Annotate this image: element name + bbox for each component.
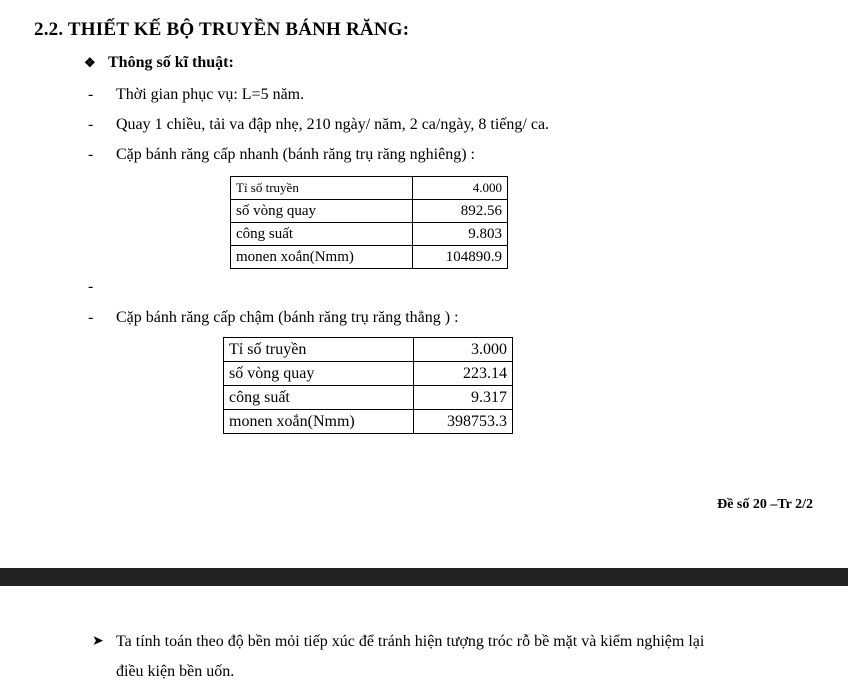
table-cell-label: số vòng quay	[231, 200, 413, 223]
table-cell-value: 4.000	[413, 177, 508, 200]
subheading-text: Thông số kĩ thuật:	[108, 54, 234, 71]
slow-pair-table	[223, 337, 513, 434]
table-row	[231, 246, 508, 269]
table-row	[231, 177, 508, 200]
fast-pair-text: Cặp bánh răng cấp nhanh (bánh răng trụ răng nghiêng) :	[116, 146, 475, 163]
table-cell-value: 9.317	[414, 386, 513, 410]
table-cell-label: monen xoắn(Nmm)	[224, 410, 414, 434]
table-cell-value: 398753.3	[414, 410, 513, 434]
section-heading: 2.2. THIẾT KẾ BỘ TRUYỀN BÁNH RĂNG:	[34, 19, 410, 40]
table-row	[224, 362, 513, 386]
operation-text: Quay 1 chiều, tải va đập nhẹ, 210 ngày/ năm, 2 ca/ngày, 8 tiếng/ ca.	[116, 116, 550, 133]
list-item-operation	[88, 116, 549, 134]
dash-bullet: -	[88, 309, 94, 326]
table-cell-label: Tỉ số truyền	[224, 338, 414, 362]
table-row	[224, 338, 513, 362]
table-cell-value: 892.56	[413, 200, 508, 223]
table-row	[224, 386, 513, 410]
arrow-bullet-icon: ➤	[92, 634, 104, 649]
table-cell-label: Tỉ số truyền	[231, 177, 413, 200]
table-row	[224, 410, 513, 434]
table-row	[231, 223, 508, 246]
page-separator	[0, 568, 848, 586]
service-time-text: Thời gian phục vụ: L=5 năm.	[116, 86, 305, 103]
list-item-empty	[88, 278, 116, 296]
fast-pair-table	[230, 176, 508, 269]
dash-bullet: -	[88, 86, 94, 103]
table-cell-value: 223.14	[414, 362, 513, 386]
table-cell-value: 9.803	[413, 223, 508, 246]
table-row	[231, 200, 508, 223]
table-cell-value: 104890.9	[413, 246, 508, 269]
list-item-slow-pair	[88, 309, 459, 327]
next-page-paragraph	[92, 627, 822, 687]
table-cell-label: monen xoắn(Nmm)	[231, 246, 413, 269]
slow-pair-text: Cặp bánh răng cấp chậm (bánh răng trụ răng thẳng ) :	[116, 309, 459, 326]
paragraph-line-1: Ta tính toán theo độ bền mỏi tiếp xúc để tránh hiện tượng tróc rỗ bề mặt và kiểm nghiệm lại	[116, 633, 705, 650]
list-item-service-time	[88, 86, 304, 104]
dash-bullet: -	[88, 278, 94, 295]
table-cell-label: công suất	[231, 223, 413, 246]
diamond-bullet-icon: ❖	[84, 55, 96, 70]
paragraph-line-2: điều kiện bền uốn.	[116, 663, 235, 680]
table-cell-label: công suất	[224, 386, 414, 410]
page-footer: Đề số 20 –Tr 2/2	[717, 497, 813, 512]
dash-bullet: -	[88, 146, 94, 163]
table-cell-value: 3.000	[414, 338, 513, 362]
spec-subheading	[84, 54, 234, 72]
list-item-fast-pair	[88, 146, 475, 164]
dash-bullet: -	[88, 116, 94, 133]
table-cell-label: số vòng quay	[224, 362, 414, 386]
